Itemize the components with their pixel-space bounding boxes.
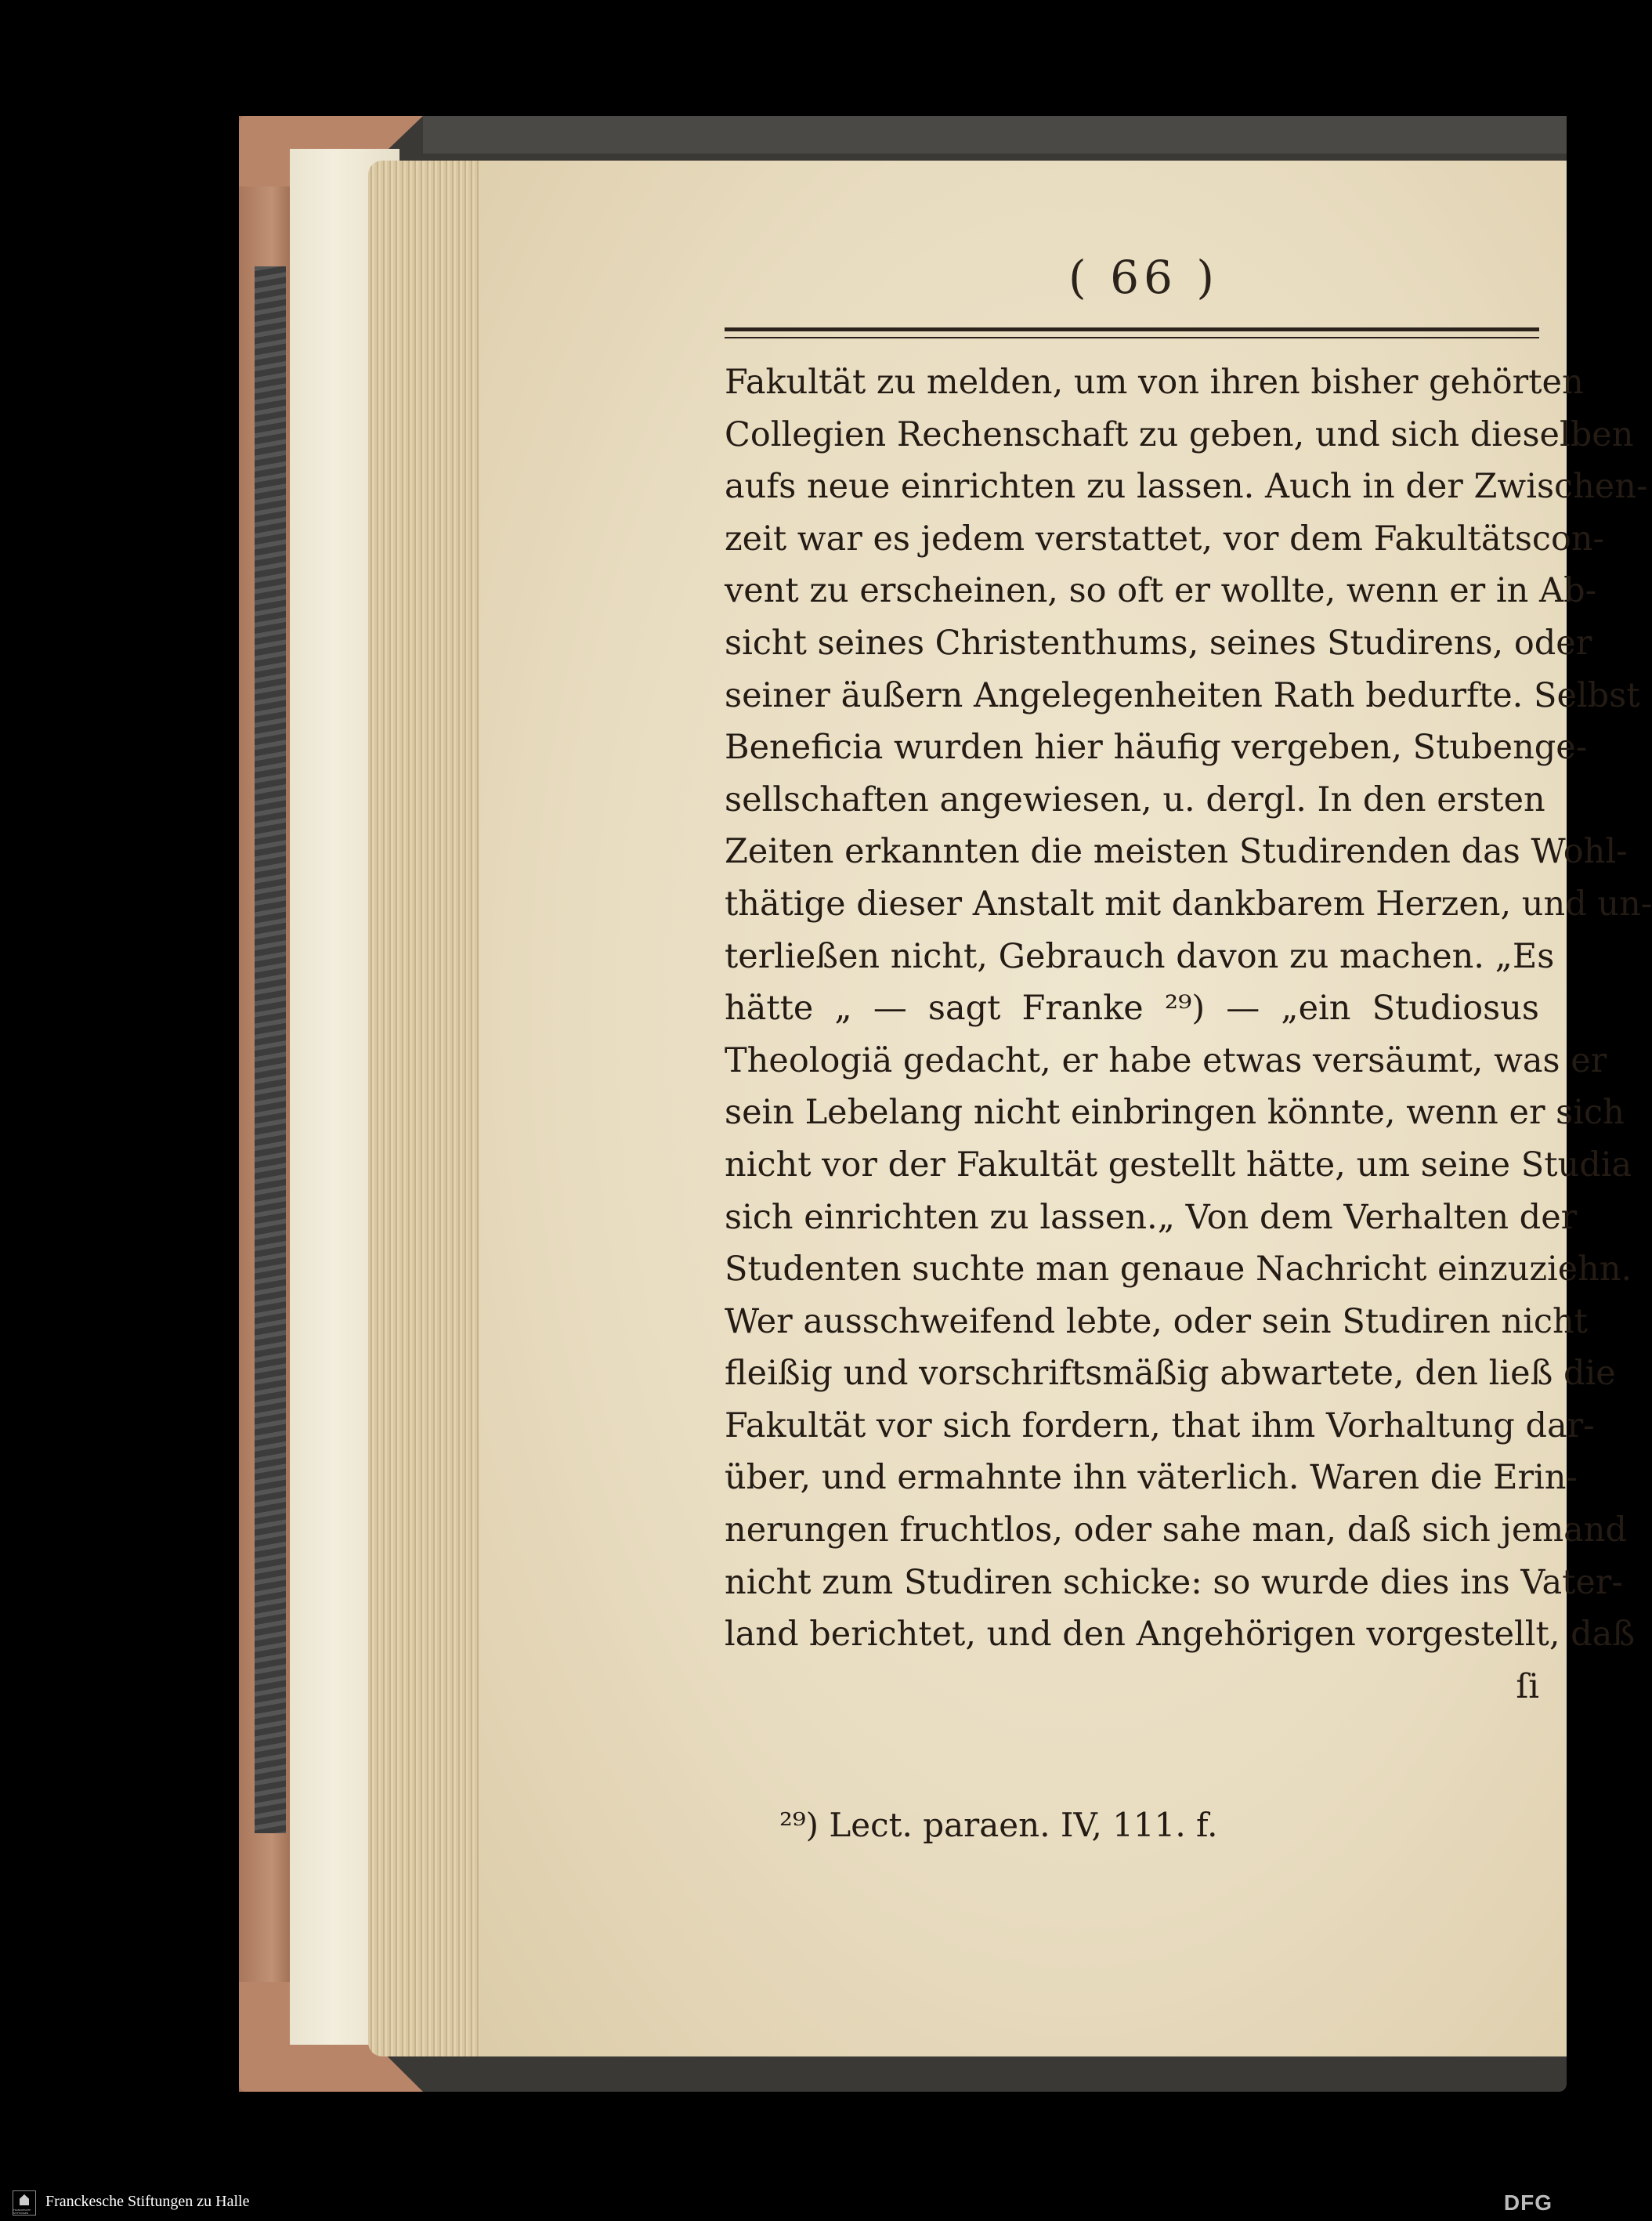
text-line: terließen nicht, Gebrauch davon zu machen. „Es — [725, 936, 1555, 976]
text-line: hätte „ — sagt Franke ²⁹) — „ein Studiosus — [725, 989, 1539, 1029]
text-line: land berichtet, und den Angehörigen vorgestellt, daß — [725, 1615, 1636, 1655]
logo-caption: FRANCKESCHE STIFTUNGEN — [13, 2208, 31, 2215]
page-edges — [368, 161, 493, 2056]
body-text — [725, 356, 1652, 1713]
text-line: nerungen fruchtlos, oder sahe man, daß sich jemand — [725, 1510, 1627, 1550]
dfg-logo: DFG — [1503, 2190, 1553, 2215]
marbled-cover-paper — [255, 266, 286, 1833]
text-line: seiner äußern Angelegenheiten Rath bedurfte. Selbst — [725, 675, 1640, 715]
page-number: ( 66 ) — [1068, 251, 1219, 304]
text-line: über, und ermahnte ihn väterlich. Waren die Erin- — [725, 1458, 1578, 1498]
text-line: vent zu erscheinen, so oft er wollte, wenn er in Ab- — [725, 571, 1597, 611]
text-line: nicht zum Studiren schicke: so wurde dies ins Vater- — [725, 1562, 1623, 1602]
text-line: nicht vor der Fakultät gestellt hätte, um seine Studia — [725, 1145, 1632, 1185]
institution-name: Franckesche Stiftungen zu Halle — [45, 2193, 250, 2210]
text-line: sicht seines Christenthums, seines Studirens, oder — [725, 623, 1592, 663]
text-line: Collegien Rechenschaft zu geben, und sich dieselben — [725, 414, 1634, 454]
text-line: zeit war es jedem verstattet, vor dem Fakultätscon- — [725, 519, 1605, 559]
text-line: sich einrichten zu lassen.„ Von dem Verhalten der — [725, 1197, 1578, 1237]
text-line: Wer ausschweifend lebte, oder sein Studiren nicht — [725, 1301, 1588, 1341]
text-line: Beneficia wurden hier häufig vergeben, Stubenge- — [725, 728, 1588, 768]
text-line: Fakultät zu melden, um von ihren bisher gehörten — [725, 363, 1584, 402]
text-line: sein Lebelang nicht einbringen könnte, wenn er sich — [725, 1093, 1625, 1133]
text-line: Fakultät vor sich fordern, that ihm Vorhaltung dar- — [725, 1405, 1595, 1445]
text-line: thätige dieser Anstalt mit dankbarem Herzen, und un- — [725, 884, 1652, 924]
institution-logo-icon — [13, 2190, 36, 2216]
catchword: ſi — [1516, 1666, 1539, 1706]
text-line: aufs neue einrichten zu lassen. Auch in der Zwischen- — [725, 467, 1648, 507]
text-line: sellschaften angewiesen, u. dergl. In den ersten — [725, 780, 1545, 819]
header-rule-thick — [725, 327, 1539, 331]
header-rule-thin — [725, 337, 1539, 338]
building-icon — [20, 2194, 29, 2205]
cover-top-edge — [423, 116, 1567, 154]
text-line: Studenten suchte man genaue Nachricht einzuziehn. — [725, 1250, 1632, 1290]
footnote: ²⁹) Lect. paraen. IV, 111. f. — [779, 1806, 1218, 1844]
text-line: Theologiä gedacht, er habe etwas versäumt, was er — [725, 1040, 1607, 1080]
footer-bar — [0, 2186, 1567, 2221]
text-line: Zeiten erkannten die meisten Studirenden das Wohl- — [725, 832, 1628, 872]
text-line: fleißig und vorschriftsmäßig abwartete, den ließ die — [725, 1354, 1616, 1394]
